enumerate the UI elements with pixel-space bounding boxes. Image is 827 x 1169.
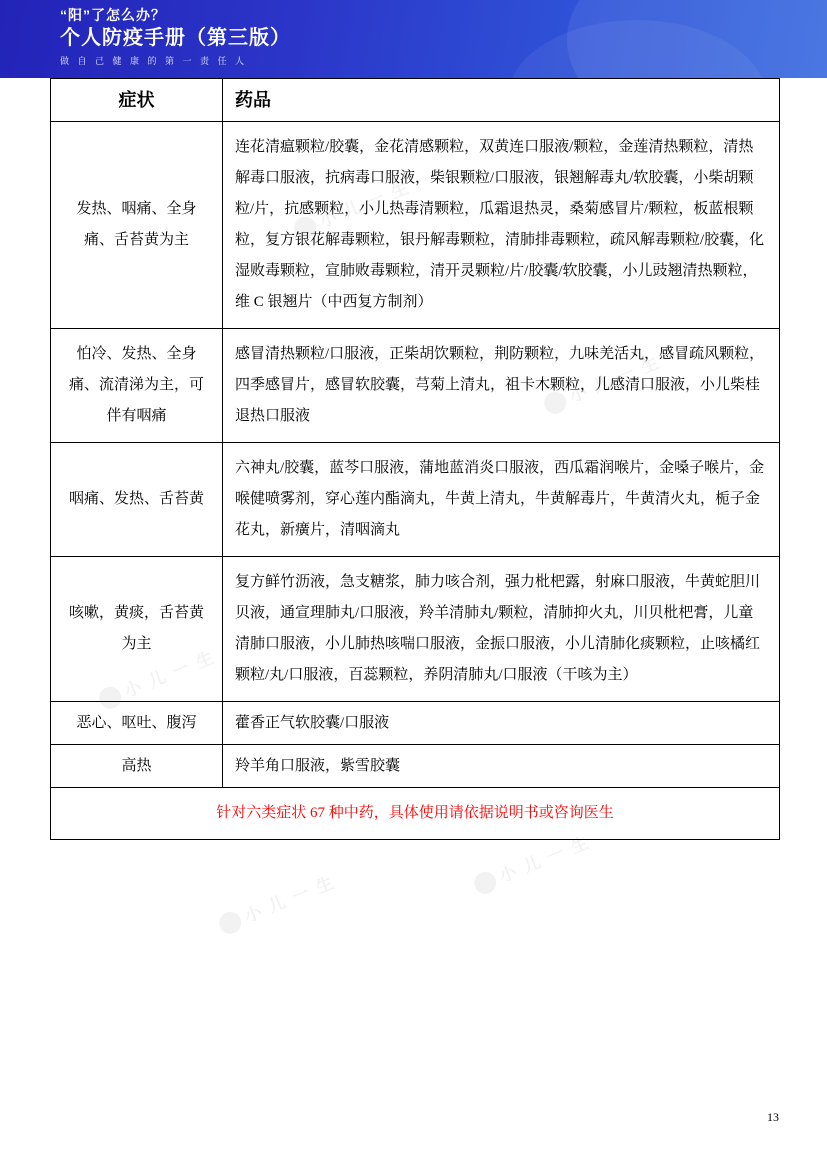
banner-subtitle-slogan: 做 自 己 健 康 的 第 一 责 任 人 — [60, 56, 248, 66]
medication-table — [50, 78, 780, 840]
table-row — [51, 557, 780, 702]
symptom-cell: 咳嗽，黄痰，舌苔黄为主 — [51, 557, 223, 702]
table-row — [51, 329, 780, 443]
symptom-cell: 高热 — [51, 745, 223, 788]
symptom-cell: 怕冷、发热、全身痛、流清涕为主，可伴有咽痛 — [51, 329, 223, 443]
column-header-symptom: 症状 — [51, 79, 223, 122]
banner-text-group — [60, 6, 291, 68]
column-header-drug: 药品 — [223, 79, 780, 122]
table-footnote: 针对六类症状 67 种中药，具体使用请依据说明书或咨询医生 — [51, 788, 780, 840]
table-row — [51, 745, 780, 788]
watermark-dot-icon — [471, 869, 500, 898]
drug-cell: 六神丸/胶囊，蓝芩口服液，蒲地蓝消炎口服液，西瓜霜润喉片，金嗓子喉片，金喉健喷雾剂，穿心莲内酯滴丸，牛黄上清丸，牛黄解毒片，牛黄清火丸，栀子金花丸，新癀片，清咽滴丸 — [223, 443, 780, 557]
table-row — [51, 702, 780, 745]
drug-cell: 连花清瘟颗粒/胶囊，金花清感颗粒，双黄连口服液/颗粒，金莲清热颗粒，清热解毒口服液，抗病毒口服液，柴银颗粒/口服液，银翘解毒丸/软胶囊，小柴胡颗粒/片，抗感颗粒，小儿热毒清颗粒，瓜霜退热灵，桑菊感冒片/颗粒，板蓝根颗粒，复方银花解毒颗粒，银丹解毒颗粒，清肺排毒颗粒，疏风解毒颗粒/胶囊，化湿败毒颗粒，宣肺败毒颗粒，清开灵颗粒/片/胶囊/软胶囊，小儿豉翘清热颗粒，维 C 银翘片（中西复方制剂） — [223, 122, 780, 329]
page-number: 13 — [767, 1110, 779, 1124]
drug-cell: 复方鲜竹沥液，急支糖浆，肺力咳合剂，强力枇杷露，射麻口服液，牛黄蛇胆川贝液，通宣理肺丸/口服液，羚羊清肺丸/颗粒，清肺抑火丸，川贝枇杷膏，儿童清肺口服液，小儿肺热咳喘口服液，金振口服液，小儿清肺化痰颗粒，止咳橘红颗粒/丸/口服液，百蕊颗粒，养阴清肺丸/口服液（干咳为主） — [223, 557, 780, 702]
table-header-row — [51, 79, 780, 122]
symptom-cell: 咽痛、发热、舌苔黄 — [51, 443, 223, 557]
watermark-dot-icon — [216, 909, 245, 938]
watermark — [215, 868, 339, 937]
watermark-label: 小 儿 一 生 — [316, 177, 413, 232]
banner-title-question: “阳”了怎么办？ — [60, 7, 166, 23]
drug-cell: 藿香正气软胶囊/口服液 — [223, 702, 780, 745]
symptom-cell: 恶心、呕吐、腹泻 — [51, 702, 223, 745]
watermark-label: 小 儿 一 生 — [496, 832, 593, 887]
page-header-banner — [0, 0, 827, 78]
watermark-label: 小 儿 一 生 — [566, 352, 663, 407]
table-footnote-row — [51, 788, 780, 840]
drug-cell: 羚羊角口服液，紫雪胶囊 — [223, 745, 780, 788]
table-row — [51, 122, 780, 329]
watermark-label: 小 儿 一 生 — [121, 647, 218, 702]
medication-table-container — [50, 78, 779, 840]
table-row — [51, 443, 780, 557]
banner-title-main: 个人防疫手册（第三版） — [60, 27, 291, 49]
watermark-label: 小 儿 一 生 — [241, 872, 338, 927]
drug-cell: 感冒清热颗粒/口服液，正柴胡饮颗粒，荆防颗粒，九味羌活丸，感冒疏风颗粒，四季感冒片，感冒软胶囊，芎菊上清丸，祖卡木颗粒，儿感清口服液，小儿柴桂退热口服液 — [223, 329, 780, 443]
symptom-cell: 发热、咽痛、全身痛、舌苔黄为主 — [51, 122, 223, 329]
